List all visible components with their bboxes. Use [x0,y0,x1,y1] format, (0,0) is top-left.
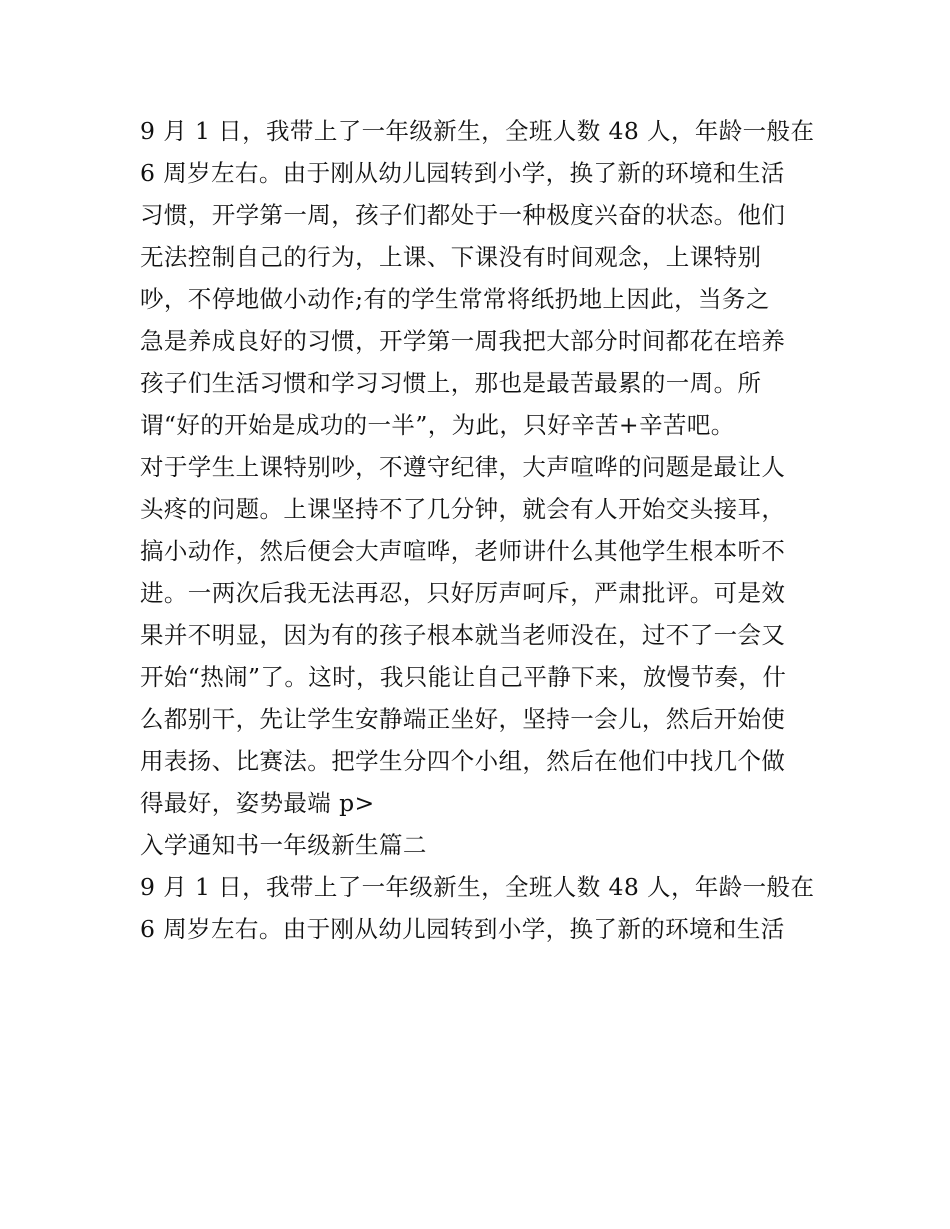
paragraph-line: 习惯，开学第一周，孩子们都处于一种极度兴奋的状态。他们 [140,201,786,229]
paragraph-line: 得最好，姿势最端 p> [140,789,375,817]
paragraph-line: 用表扬、比赛法。把学生分四个小组，然后在他们中找几个做 [140,747,786,775]
paragraph-line: 么都别干，先让学生安静端正坐好，坚持一会儿，然后开始使 [140,705,786,733]
section-heading: 入学通知书一年级新生篇二 [140,831,427,859]
paragraph-line: 果并不明显，因为有的孩子根本就当老师没在，过不了一会又 [140,621,786,649]
document-body [140,110,820,950]
paragraph-line: 急是养成良好的习惯，开学第一周我把大部分时间都花在培养 [140,327,786,355]
paragraph-line: 搞小动作，然后便会大声喧哗，老师讲什么其他学生根本听不 [140,537,786,565]
paragraph-line: 孩子们生活习惯和学习习惯上，那也是最苦最累的一周。所 [140,369,762,397]
paragraph-line: 头疼的问题。上课坚持不了几分钟，就会有人开始交头接耳， [140,495,786,523]
paragraph-line: 6 周岁左右。由于刚从幼儿园转到小学，换了新的环境和生活 [140,915,785,943]
paragraph-line: 谓“好的开始是成功的一半”，为此，只好辛苦+辛苦吧。 [140,411,735,439]
paragraph-line: 9 月 1 日，我带上了一年级新生，全班人数 48 人，年龄一般在 [140,873,815,901]
paragraph-line: 进。一两次后我无法再忍，只好厉声呵斥，严肃批评。可是效 [140,579,786,607]
paragraph-line: 6 周岁左右。由于刚从幼儿园转到小学，换了新的环境和生活 [140,159,785,187]
paragraph-line: 对于学生上课特别吵，不遵守纪律，大声喧哗的问题是最让人 [140,453,786,481]
paragraph-line: 无法控制自己的行为，上课、下课没有时间观念，上课特别 [140,243,762,271]
paragraph-line: 9 月 1 日，我带上了一年级新生，全班人数 48 人，年龄一般在 [140,117,815,145]
paragraph-line: 开始“热闹”了。这时，我只能让自己平静下来，放慢节奏，什 [140,663,787,691]
paragraph-line: 吵，不停地做小动作;有的学生常常将纸扔地上因此，当务之 [140,285,770,313]
